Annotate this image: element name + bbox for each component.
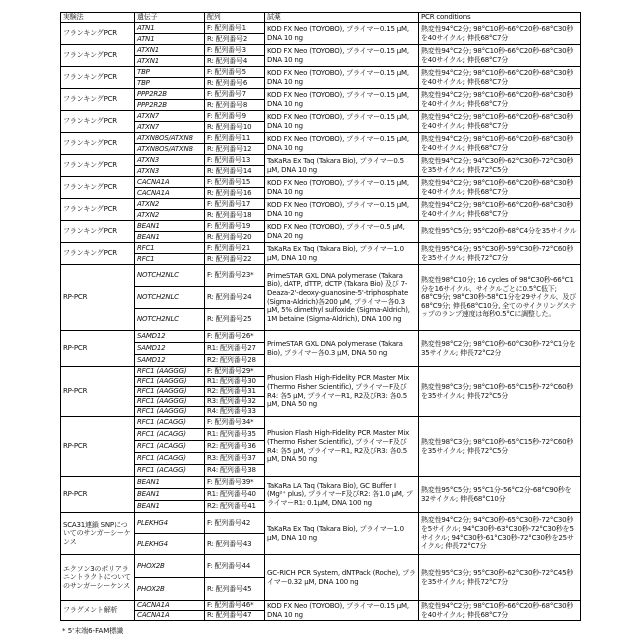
gene-cell: SAMD12: [135, 343, 205, 355]
sequence-cell: R: 配列番号2: [205, 34, 265, 45]
pcr-conditions-cell: 熱変性95°C3分; 95°C30秒-62°C30秒-72°C45秒を35サイクル; 伸長72°C7分: [419, 555, 581, 601]
reagent-cell: Phusion Flash High-Fidelity PCR Master Mix (Thermo Fisher Scientific), プライマーF及びR4: 各5 μM, プライマーR1, R2及びR3: 各0.5 μM, DNA 50 ng: [265, 367, 419, 417]
sequence-cell: R: 配列番号12: [205, 144, 265, 155]
table-row: [61, 367, 581, 377]
table-row: [61, 555, 581, 578]
sequence-cell: R: 配列番号14: [205, 166, 265, 177]
gene-cell: PPP2R2B: [135, 100, 205, 111]
gene-cell: SAMD12: [135, 355, 205, 367]
sequence-cell: R: 配列番号20: [205, 232, 265, 243]
sequence-cell: R3: 配列番号37: [205, 453, 265, 465]
sequence-cell: R: 配列番号43: [205, 534, 265, 555]
method-cell: フランキングPCR: [61, 23, 135, 45]
gene-cell: SAMD12: [135, 331, 205, 343]
table-row: [61, 177, 581, 188]
sequence-cell: F: 配列番号3: [205, 45, 265, 56]
pcr-conditions-cell: 熱変性94°C2分; 98°C10秒-66°C20秒-68°C30秒を40サイクル; 伸長68°C7分: [419, 67, 581, 89]
reagent-cell: KOD FX Neo (TOYOBO), プライマー0.15 μM, DNA 10 ng: [265, 89, 419, 111]
reagent-cell: TaKaRa Ex Taq (Takara Bio), プライマー0.5 μM, DNA 10 ng: [265, 155, 419, 177]
pcr-conditions-cell: 熱変性98°C3分; 98°C10秒-65°C15秒-72°C60秒を35サイクル; 伸長72°C5分: [419, 417, 581, 477]
sequence-cell: F: 配列番号29*: [205, 367, 265, 377]
gene-cell: BEAN1: [135, 489, 205, 501]
sequence-cell: F: 配列番号26*: [205, 331, 265, 343]
gene-cell: BEAN1: [135, 232, 205, 243]
gene-cell: RFC1 (AAGGG): [135, 407, 205, 417]
table-row: [61, 23, 581, 34]
gene-cell: RFC1 (ACAGG): [135, 453, 205, 465]
reagent-cell: KOD FX Neo (TOYOBO), プライマー0.15 μM, DNA 10 ng: [265, 23, 419, 45]
table-row: [61, 199, 581, 210]
gene-cell: ATN1: [135, 23, 205, 34]
gene-cell: PLEKHG4: [135, 513, 205, 534]
gene-cell: ATXN7: [135, 111, 205, 122]
reagent-cell: KOD FX Neo (TOYOBO), プライマー0.15 μM, DNA 10 ng: [265, 199, 419, 221]
sequence-cell: R2: 配列番号36: [205, 441, 265, 453]
gene-cell: RFC1 (ACAGG): [135, 429, 205, 441]
gene-cell: BEAN1: [135, 477, 205, 489]
sequence-cell: F: 配列番号11: [205, 133, 265, 144]
reagent-cell: Phusion Flash High-Fidelity PCR Master Mix (Thermo Fisher Scientific), プライマーF及びR4: 各5 μM, プライマーR1, R2及びR3: 各0.5 μM, DNA 50 ng: [265, 417, 419, 477]
method-cell: RP-PCR: [61, 265, 135, 331]
sequence-cell: F: 配列番号42: [205, 513, 265, 534]
gene-cell: ATXN2: [135, 199, 205, 210]
reagent-cell: KOD FX Neo (TOYOBO), プライマー0.15 μM, DNA 10 ng: [265, 45, 419, 67]
gene-cell: RFC1 (AAGGG): [135, 387, 205, 397]
gene-cell: BEAN1: [135, 221, 205, 232]
sequence-cell: F: 配列番号9: [205, 111, 265, 122]
pcr-conditions-cell: 熱変性95°C5分; 95°C1分-56°C2分-68°C90秒を32サイクル; 伸長68°C10分: [419, 477, 581, 513]
reagent-cell: GC-RICH PCR System, dNTPack (Roche), プライマー0.32 μM, DNA 100 ng: [265, 555, 419, 601]
method-cell: RP-PCR: [61, 417, 135, 477]
pcr-conditions-cell: 熱変性95°C5分; 95°C20秒-68°C4分を35サイクル: [419, 221, 581, 243]
gene-cell: RFC1: [135, 254, 205, 265]
sequence-cell: R1: 配列番号30: [205, 377, 265, 387]
sequence-cell: R: 配列番号45: [205, 578, 265, 601]
table-row: [61, 221, 581, 232]
sequence-cell: R: 配列番号24: [205, 287, 265, 309]
gene-cell: RFC1 (AAGGG): [135, 397, 205, 407]
sequence-cell: R2: 配列番号41: [205, 501, 265, 513]
gene-cell: ATXN1: [135, 45, 205, 56]
footnote: * 5'末端6-FAM標識: [62, 626, 123, 636]
header-method: 実験法: [61, 13, 135, 23]
header-gene: 遺伝子: [135, 13, 205, 23]
method-cell: フランキングPCR: [61, 199, 135, 221]
gene-cell: RFC1 (ACAGG): [135, 441, 205, 453]
sequence-cell: R: 配列番号4: [205, 56, 265, 67]
header-reagent: 試薬: [265, 13, 419, 23]
sequence-cell: R3: 配列番号32: [205, 397, 265, 407]
gene-cell: BEAN1: [135, 501, 205, 513]
reagent-cell: PrimeSTAR GXL DNA polymerase (Takara Bio), dATP, dTTP, dCTP (Takara Bio) 及び 7-Deaza-2'-deoxy-guanosine-5'-triphosphate (Sigma-Aldrich)各200 μM, プライマー各0.3 μM, 5% dimethyl sulfoxide (Sigma-Aldrich), 1M betaine (Sigma-Aldrich), DNA 100 ng: [265, 265, 419, 331]
reagent-cell: TaKaRa Ex Taq (Takara Bio), プライマー1.0 μM, DNA 10 ng: [265, 513, 419, 555]
pcr-conditions-cell: 熱変性98°C2分; 98°C10秒-60°C30秒-72°C1分を35サイクル; 伸長72°C2分: [419, 331, 581, 367]
table-row: [61, 133, 581, 144]
gene-cell: ATXN1: [135, 56, 205, 67]
gene-cell: ATXN8OS/ATXN8: [135, 133, 205, 144]
table-row: [61, 111, 581, 122]
sequence-cell: R1: 配列番号35: [205, 429, 265, 441]
table-row: [61, 45, 581, 56]
sequence-cell: R1: 配列番号40: [205, 489, 265, 501]
sequence-cell: R: 配列番号47: [205, 611, 265, 621]
gene-cell: NOTCH2NLC: [135, 265, 205, 287]
gene-cell: RFC1 (ACAGG): [135, 417, 205, 429]
sequence-cell: F: 配列番号13: [205, 155, 265, 166]
sequence-cell: F: 配列番号1: [205, 23, 265, 34]
gene-cell: TBP: [135, 67, 205, 78]
gene-cell: RFC1: [135, 243, 205, 254]
method-cell: フランキングPCR: [61, 177, 135, 199]
method-cell: フランキングPCR: [61, 111, 135, 133]
table-row: [61, 601, 581, 611]
table-row: [61, 89, 581, 100]
pcr-conditions-cell: 熱変性98°C3分; 98°C10秒-65°C15秒-72°C60秒を35サイクル; 伸長72°C5分: [419, 367, 581, 417]
reagent-cell: KOD FX Neo (TOYOBO), プライマー0.15 μM, DNA 10 ng: [265, 111, 419, 133]
table-row: [61, 331, 581, 343]
reagent-cell: KOD FX Neo (TOYOBO), プライマー0.5 μM, DNA 20 ng: [265, 221, 419, 243]
method-cell: フランキングPCR: [61, 221, 135, 243]
gene-cell: ATXN8OS/ATXN8: [135, 144, 205, 155]
header-sequence: 配列: [205, 13, 265, 23]
sequence-cell: R: 配列番号6: [205, 78, 265, 89]
method-cell: RP-PCR: [61, 331, 135, 367]
gene-cell: PHOX2B: [135, 555, 205, 578]
reagent-cell: KOD FX Neo (TOYOBO), プライマー0.15 μM, DNA 10 ng: [265, 67, 419, 89]
reagent-cell: TaKaRa Ex Taq (Takara Bio), プライマー1.0 μM, DNA 10 ng: [265, 243, 419, 265]
method-cell: フランキングPCR: [61, 45, 135, 67]
sequence-cell: F: 配列番号5: [205, 67, 265, 78]
gene-cell: NOTCH2NLC: [135, 287, 205, 309]
reagent-cell: KOD FX Neo (TOYOBO), プライマー0.15 μM, DNA 10 ng: [265, 177, 419, 199]
table-row: [61, 477, 581, 489]
pcr-conditions-cell: 熱変性94°C2分; 98°C10秒-66°C20秒-68°C30秒を40サイクル; 伸長68°C7分: [419, 45, 581, 67]
gene-cell: ATXN3: [135, 166, 205, 177]
sequence-cell: F: 配列番号19: [205, 221, 265, 232]
reagent-cell: KOD FX Neo (TOYOBO), プライマー0.15 μM, DNA 10 ng: [265, 133, 419, 155]
gene-cell: ATXN3: [135, 155, 205, 166]
sequence-cell: R4: 配列番号33: [205, 407, 265, 417]
gene-cell: ATXN7: [135, 122, 205, 133]
gene-cell: PPP2R2B: [135, 89, 205, 100]
gene-cell: RFC1 (AAGGG): [135, 377, 205, 387]
sequence-cell: F: 配列番号17: [205, 199, 265, 210]
method-cell: RP-PCR: [61, 477, 135, 513]
method-cell: RP-PCR: [61, 367, 135, 417]
pcr-conditions-cell: 熱変性94°C2分; 98°C10秒-66°C20秒-68°C30秒を40サイクル; 伸長68°C7分: [419, 23, 581, 45]
table-row: [61, 67, 581, 78]
sequence-cell: F: 配列番号15: [205, 177, 265, 188]
sequence-cell: R: 配列番号8: [205, 100, 265, 111]
method-cell: SCA31連鎖 SNPについてのサンガーシーケンス: [61, 513, 135, 555]
sequence-cell: R: 配列番号16: [205, 188, 265, 199]
sequence-cell: R: 配列番号22: [205, 254, 265, 265]
sequence-cell: R1: 配列番号27: [205, 343, 265, 355]
pcr-conditions-cell: 熱変性95°C4分; 95°C30秒-59°C30秒-72°C60秒を35サイクル; 伸長72°C7分: [419, 243, 581, 265]
sequence-cell: R: 配列番号10: [205, 122, 265, 133]
gene-cell: CACNA1A: [135, 177, 205, 188]
table-row: [61, 417, 581, 429]
pcr-conditions-table: [60, 12, 581, 621]
method-cell: フランキングPCR: [61, 89, 135, 111]
gene-cell: ATXN2: [135, 210, 205, 221]
reagent-cell: TaKaRa LA Taq (Takara Bio), GC Buffer I (Mg²⁺ plus), プライマーF及びR2: 各1.0 μM, プライマーR1: 0.1μM, DNA 100 ng: [265, 477, 419, 513]
pcr-conditions-cell: 熱変性94°C2分; 98°C10秒-66°C20秒-68°C30秒を40サイクル; 伸長68°C7分: [419, 199, 581, 221]
sequence-cell: F: 配列番号39*: [205, 477, 265, 489]
sequence-cell: F: 配列番号23*: [205, 265, 265, 287]
pcr-conditions-cell: 熱変性94°C2分; 98°C10秒-66°C20秒-68°C30秒を40サイクル; 伸長68°C7分: [419, 601, 581, 621]
method-cell: フランキングPCR: [61, 67, 135, 89]
gene-cell: CACNA1A: [135, 601, 205, 611]
table-row: [61, 243, 581, 254]
pcr-conditions-cell: 熱変性94°C2分; 98°C10秒-66°C20秒-68°C30秒を40サイクル; 伸長68°C7分: [419, 111, 581, 133]
reagent-cell: KOD FX Neo (TOYOBO), プライマー0.15 μM, DNA 10 ng: [265, 601, 419, 621]
gene-cell: RFC1 (AAGGG): [135, 367, 205, 377]
gene-cell: ATN1: [135, 34, 205, 45]
table-row: [61, 265, 581, 287]
reagent-cell: PrimeSTAR GXL DNA polymerase (Takara Bio), プライマー各0.3 μM, DNA 50 ng: [265, 331, 419, 367]
sequence-cell: F: 配列番号21: [205, 243, 265, 254]
pcr-conditions-cell: 熱変性94°C2分; 94°C30秒-62°C30秒-72°C30秒を35サイクル; 伸長72°C5分: [419, 155, 581, 177]
table-row: [61, 155, 581, 166]
header-pcr-conditions: PCR conditions: [419, 13, 581, 23]
pcr-conditions-cell: 熱変性98°C10分; 16 cycles of 98°C30秒-66°C1分を16サイクル、サイクルごとに0.5°C低下; 68°C9分; 98°C30秒-58°C1分を29サイクル、及び68°C9分; 伸長68°C10分, 全てのサイクリングステップのランプ速度は毎秒0.5°Cに調整した。: [419, 265, 581, 331]
gene-cell: NOTCH2NLC: [135, 309, 205, 331]
pcr-conditions-cell: 熱変性94°C2分; 98°C10秒-66°C20秒-68°C30秒を40サイクル; 伸長68°C7分: [419, 177, 581, 199]
method-cell: フランキングPCR: [61, 243, 135, 265]
method-cell: フランキングPCR: [61, 155, 135, 177]
sequence-cell: R2: 配列番号31: [205, 387, 265, 397]
table-row: [61, 513, 581, 534]
gene-cell: CACNA1A: [135, 188, 205, 199]
sequence-cell: F: 配列番号44: [205, 555, 265, 578]
gene-cell: PLEKHG4: [135, 534, 205, 555]
header-row: [61, 13, 581, 23]
method-cell: フラグメント解析: [61, 601, 135, 621]
sequence-cell: R4: 配列番号38: [205, 465, 265, 477]
pcr-conditions-cell: 熱変性94°C2分; 98°C10秒-66°C20秒-68°C30秒を40サイクル; 伸長68°C7分: [419, 89, 581, 111]
sequence-cell: F: 配列番号34*: [205, 417, 265, 429]
gene-cell: PHOX2B: [135, 578, 205, 601]
sequence-cell: R2: 配列番号28: [205, 355, 265, 367]
pcr-conditions-cell: 熱変性94°C2分; 98°C10秒-66°C20秒-68°C30秒を40サイクル; 伸長68°C7分: [419, 133, 581, 155]
sequence-cell: F: 配列番号46*: [205, 601, 265, 611]
sequence-cell: R: 配列番号25: [205, 309, 265, 331]
sequence-cell: R: 配列番号18: [205, 210, 265, 221]
gene-cell: TBP: [135, 78, 205, 89]
sequence-cell: F: 配列番号7: [205, 89, 265, 100]
pcr-conditions-cell: 熱変性94°C2分; 94°C30秒-65°C30秒-72°C30秒を5サイクル; 94°C30秒-63°C30秒-72°C30秒を5サイクル; 94°C30秒-61°C30秒-72°C30秒を25サイクル; 伸長72°C7分: [419, 513, 581, 555]
method-cell: フランキングPCR: [61, 133, 135, 155]
gene-cell: CACNA1A: [135, 611, 205, 621]
method-cell: エクソン3のポリアラニントラクトについてのサンガーシーケンス: [61, 555, 135, 601]
gene-cell: RFC1 (ACAGG): [135, 465, 205, 477]
